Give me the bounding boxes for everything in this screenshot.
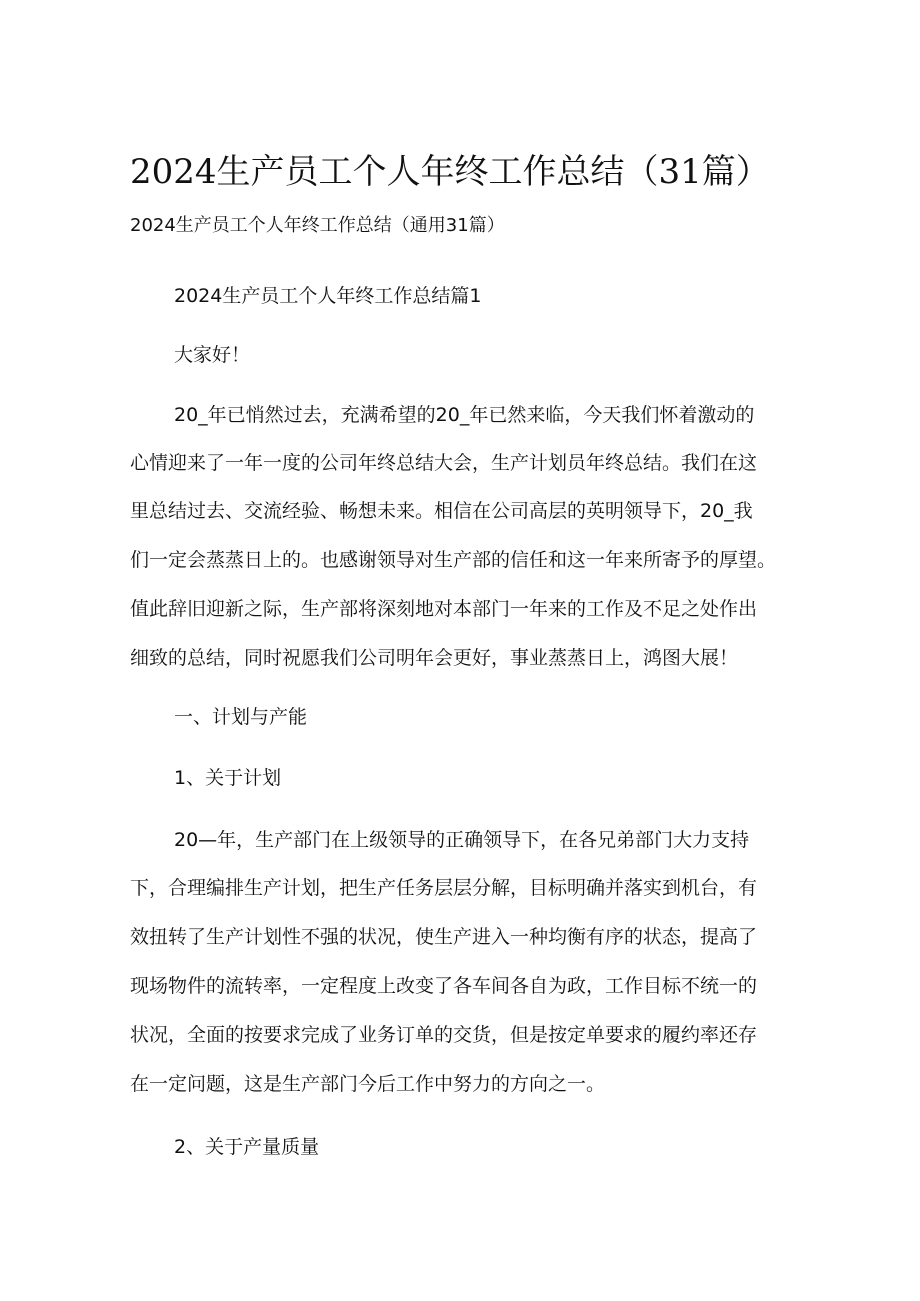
greeting: 大家好！ <box>174 344 251 366</box>
paragraph-2-line-2: 下，合理编排生产计划，把生产任务层层分解，目标明确并落实到机台，有 <box>130 877 758 899</box>
document-title: 2024生产员工个人年终工作总结（31篇） <box>130 152 770 192</box>
paragraph-1-line-6: 细致的总结，同时祝愿我们公司明年会更好，事业蒸蒸日上，鸿图大展！ <box>130 647 739 669</box>
paragraph-2-line-3: 效扭转了生产计划性不强的状况，使生产进入一种均衡有序的状态，提高了 <box>130 926 758 948</box>
paragraph-1-line-4: 们一定会蒸蒸日上的。也感谢领导对生产部的信任和这一年来所寄予的厚望。 <box>130 549 777 571</box>
paragraph-2-line-1: 20—年，生产部门在上级领导的正确领导下，在各兄弟部门大力支持 <box>174 829 750 851</box>
paragraph-1-line-5: 值此辞旧迎新之际，生产部将深刻地对本部门一年来的工作及不足之处作出 <box>130 598 758 620</box>
paragraph-1-line-2: 心情迎来了一年一度的公司年终总结大会，生产计划员年终总结。我们在这 <box>130 452 758 474</box>
paragraph-1-line-3: 里总结过去、交流经验、畅想未来。相信在公司高层的英明领导下，20_我 <box>130 500 753 522</box>
section-heading: 2024生产员工个人年终工作总结篇1 <box>174 285 482 307</box>
paragraph-2-line-5: 状况，全面的按要求完成了业务订单的交货，但是按定单要求的履约率还存 <box>130 1024 758 1046</box>
heading-about-plan: 1、关于计划 <box>174 767 282 789</box>
document-subtitle: 2024生产员工个人年终工作总结（通用31篇） <box>130 215 505 236</box>
heading-output-quality: 2、关于产量质量 <box>174 1136 320 1158</box>
paragraph-1-line-1: 20_年已悄然过去，充满希望的20_年已然来临，今天我们怀着激动的 <box>174 404 755 426</box>
paragraph-2-line-6: 在一定问题，这是生产部门今后工作中努力的方向之一。 <box>130 1073 606 1095</box>
paragraph-2-line-4: 现场物件的流转率，一定程度上改变了各车间各自为政，工作目标不统一的 <box>130 975 758 997</box>
heading-plan-capacity: 一、计划与产能 <box>174 706 308 728</box>
